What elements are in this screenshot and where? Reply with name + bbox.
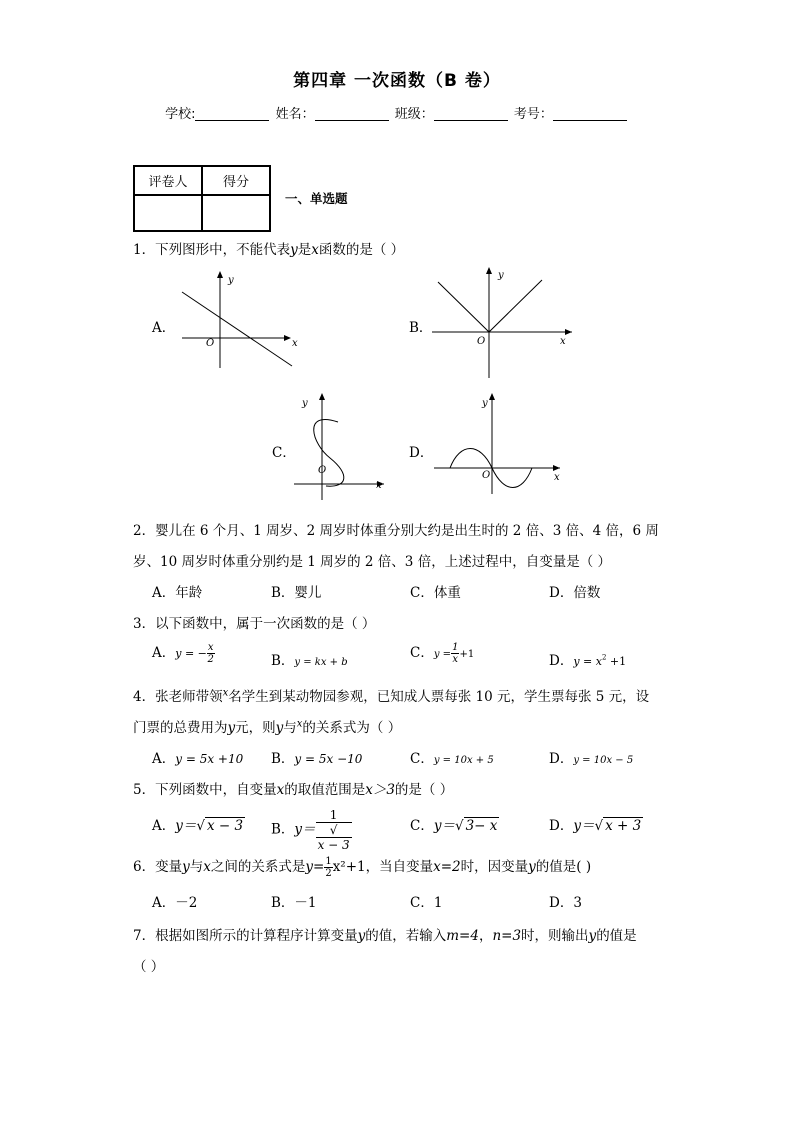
q6-option-a: A．－2 <box>152 895 198 911</box>
q4-text-d: 元，则 <box>235 720 276 736</box>
q1-var-x: x <box>311 242 319 258</box>
q5-c-radicand: 3− x <box>465 818 498 834</box>
student-info-line <box>0 103 794 122</box>
x-axis-label: x <box>560 336 566 347</box>
q6-frac-num: 1 <box>325 856 332 867</box>
q5-option-b <box>271 808 352 852</box>
q7-text-a: 7．根据如图所示的计算程序计算变量 <box>133 928 358 944</box>
q3-option-c <box>410 641 474 665</box>
class-blank[interactable] <box>434 107 508 121</box>
q4-a-label: A． <box>152 751 176 767</box>
question-3: 3．以下函数中，属于一次函数的是（ ） <box>133 616 376 632</box>
q1-text-c: 函数的是（ ） <box>318 242 405 258</box>
grader-header: 评卷人 <box>134 166 202 195</box>
score-table <box>133 165 271 232</box>
arrow-up-icon <box>217 271 223 278</box>
q5-option-d: D．y＝√ x + 3 <box>549 818 642 834</box>
q4-d-expr: y = 10x − 5 <box>573 755 634 766</box>
q4-a-expr: y = 5x +10 <box>175 752 244 766</box>
q2-option-a: A．年龄 <box>152 585 203 601</box>
q6-option-c: C．1 <box>410 895 443 911</box>
q3-d-expr: y = x <box>573 655 602 668</box>
q6-text-c: 之间的关系式是 <box>210 859 306 875</box>
q1-option-a-label: A． <box>152 320 176 336</box>
q4-option-a <box>152 747 243 767</box>
q3-b-label: B． <box>271 653 295 669</box>
y-axis-label: y <box>482 398 488 409</box>
q4-text-f: 的关系式为（ ） <box>302 720 402 736</box>
q1-graph-a <box>172 270 302 370</box>
q4-c-expr: y = 10x + 5 <box>433 755 494 766</box>
q5-b-num: 1 <box>316 808 352 823</box>
q4-text-e: 与 <box>283 720 297 736</box>
q5-b-radicand: x − 3 <box>317 838 350 852</box>
arrow-up-icon <box>489 393 495 400</box>
question-7-line-1 <box>133 924 637 944</box>
x-axis-label: x <box>292 338 298 349</box>
school-label: 学校: <box>165 107 196 122</box>
q5-text-b: 的取值范围是 <box>284 782 366 798</box>
q3-a-num: x <box>207 642 214 653</box>
name-label: 姓名： <box>275 107 315 122</box>
q4-text-a: 4．张老师带领 <box>133 689 223 705</box>
q6-option-b: B．－1 <box>271 895 317 911</box>
q1-graph-b <box>430 266 575 380</box>
origin-label: O <box>482 470 491 481</box>
q3-c-num: 1 <box>452 642 459 653</box>
q1-text: 1．下列图形中，不能代表 <box>133 242 291 258</box>
q7-text-b: 的值，若输入 <box>365 928 447 944</box>
x-axis-label: x <box>376 480 382 491</box>
question-4-line-1 <box>133 685 649 705</box>
q1-option-b-label: B． <box>409 320 433 336</box>
q4-text-c: 门票的总费用为 <box>133 720 228 736</box>
q4-d-label: D． <box>549 751 574 767</box>
class-label: 班级： <box>394 107 434 122</box>
grader-cell <box>134 195 202 231</box>
graph-v-line <box>438 280 542 332</box>
q6-text-a: 6．变量 <box>133 859 183 875</box>
q5-option-a: A．y＝√ x − 3 <box>152 818 244 834</box>
origin-label: O <box>318 465 327 476</box>
q7-text-c: 时，则输出 <box>521 928 589 944</box>
q2-option-d: D．倍数 <box>549 585 601 601</box>
score-header: 得分 <box>202 166 270 195</box>
q5-d-pre: y＝ <box>573 818 595 834</box>
y-axis-label: y <box>228 275 234 286</box>
id-blank[interactable] <box>553 107 627 121</box>
q2-option-c: C．体重 <box>410 585 461 601</box>
q4-b-label: B． <box>271 751 295 767</box>
q5-b-den: √ x − 3 <box>317 823 350 852</box>
q3-a-label: A． <box>152 645 176 661</box>
q1-graph-c <box>292 392 387 502</box>
score-cell <box>202 195 270 231</box>
q3-d-label: D． <box>549 653 574 669</box>
q5-b-pre: y＝ <box>294 821 316 838</box>
question-6 <box>133 855 591 879</box>
q5-option-c: C．y＝√ 3− x <box>410 818 498 834</box>
school-blank[interactable] <box>195 107 269 121</box>
id-label: 考号： <box>513 107 553 122</box>
origin-label: O <box>206 338 215 349</box>
arrow-right-icon <box>565 329 572 335</box>
origin-label: O <box>477 336 486 347</box>
q4-option-b <box>271 747 362 767</box>
q3-option-a <box>152 641 215 665</box>
q5-a-label: A． <box>152 818 176 834</box>
section-title: 一、单选题 <box>285 191 348 206</box>
q6-var-y: y <box>182 859 190 875</box>
q5-d-label: D． <box>549 818 574 834</box>
question-1 <box>133 238 404 258</box>
question-2-line-1: 2．婴儿在 6 个月、1 周岁、2 周岁时体重分别大约是出生时的 2 倍、3 倍、4 倍，6 周 <box>133 523 659 539</box>
q4-var-y2: y <box>275 720 284 736</box>
q5-text-c: 的是（ ） <box>394 782 454 798</box>
q3-d-sup: 2 <box>601 653 607 662</box>
q3-c-tail: +1 <box>459 649 475 660</box>
q4-c-label: C． <box>410 751 434 767</box>
question-2-line-2: 岁、10 周岁时体重分别约是 1 周岁的 2 倍、3 倍，上述过程中，自变量是（ ） <box>133 554 611 570</box>
q5-var-x: x <box>276 782 285 798</box>
graph-line <box>182 292 292 366</box>
q7-m-value: m=4 <box>446 928 479 944</box>
q5-c-pre: y＝ <box>433 818 455 834</box>
q7-var-y2: y <box>588 928 597 944</box>
name-blank[interactable] <box>315 107 389 121</box>
q5-d-radicand: x + 3 <box>605 818 642 834</box>
q7-n-value: n=3 <box>492 928 522 944</box>
x-axis-label: x <box>554 472 560 483</box>
q6-text-d: 时，因变量 <box>460 859 529 875</box>
q7-var-y: y <box>357 928 366 944</box>
q1-text-b: 是 <box>297 242 312 258</box>
q5-a-radicand: x − 3 <box>207 818 244 834</box>
q6-var-x: x <box>203 859 211 875</box>
question-5 <box>133 778 453 798</box>
arrow-right-icon <box>284 335 291 341</box>
q6-var-y2: y <box>528 859 536 875</box>
q5-b-fraction <box>316 808 352 852</box>
q1-option-d-label: D． <box>409 445 434 461</box>
q5-text-a: 5．下列函数中，自变量 <box>133 782 277 798</box>
arrow-up-icon <box>486 267 492 274</box>
q6-expr-pre: y= <box>305 859 325 875</box>
q4-var-y: y <box>227 720 236 736</box>
q3-c-label: C． <box>410 645 434 661</box>
y-axis-label: y <box>498 270 504 281</box>
y-axis-label: y <box>302 398 308 409</box>
q5-c-label: C． <box>410 818 434 834</box>
page-title: 第四章 一次函数（B 卷） <box>293 71 501 91</box>
q1-var-y: y <box>290 242 298 258</box>
q4-option-d <box>549 747 633 767</box>
q3-a-expr: y = − <box>175 647 207 660</box>
q3-c-expr: y = <box>433 649 452 660</box>
q3-c-den: x <box>452 654 459 665</box>
arrow-right-icon <box>553 465 560 471</box>
q6-text-e: 的值是( ) <box>535 859 592 875</box>
q1-graph-d <box>432 392 564 496</box>
q4-text-b: 名学生到某动物园参观，已知成人票每张 10 元，学生票每张 5 元，设 <box>228 689 650 705</box>
q3-option-d <box>549 649 626 669</box>
q5-a-pre: y＝ <box>175 818 197 834</box>
q6-condition: x=2 <box>433 859 461 875</box>
q3-a-den: 2 <box>207 654 214 665</box>
q4-var-x: x <box>222 687 229 699</box>
q7-text-d: 的值是 <box>596 928 637 944</box>
q4-var-x2: x <box>296 718 303 730</box>
arrow-up-icon <box>319 393 325 400</box>
q6-text-b: 与 <box>189 859 204 875</box>
q6-option-d: D．3 <box>549 895 582 911</box>
q4-option-c <box>410 747 494 767</box>
q5-b-label: B． <box>271 821 295 838</box>
q6-expr-post: x²+1，当自变量 <box>332 859 434 875</box>
q3-d-tail: +1 <box>606 655 627 668</box>
q7-separator: ， <box>478 928 493 944</box>
q6-frac-den: 2 <box>325 868 332 879</box>
q1-option-c-label: C． <box>272 445 296 461</box>
graph-curve <box>314 419 344 486</box>
q4-b-expr: y = 5x −10 <box>294 752 363 766</box>
q3-option-b <box>271 649 348 669</box>
q3-a-fraction <box>207 642 215 665</box>
q6-fraction <box>324 856 332 879</box>
question-7-line-2: （ ） <box>133 959 165 975</box>
question-4-line-2 <box>133 716 401 736</box>
q2-option-b: B．婴儿 <box>271 585 322 601</box>
q3-b-expr: y = kx + b <box>294 657 348 668</box>
q5-condition: x＞3 <box>365 782 395 798</box>
